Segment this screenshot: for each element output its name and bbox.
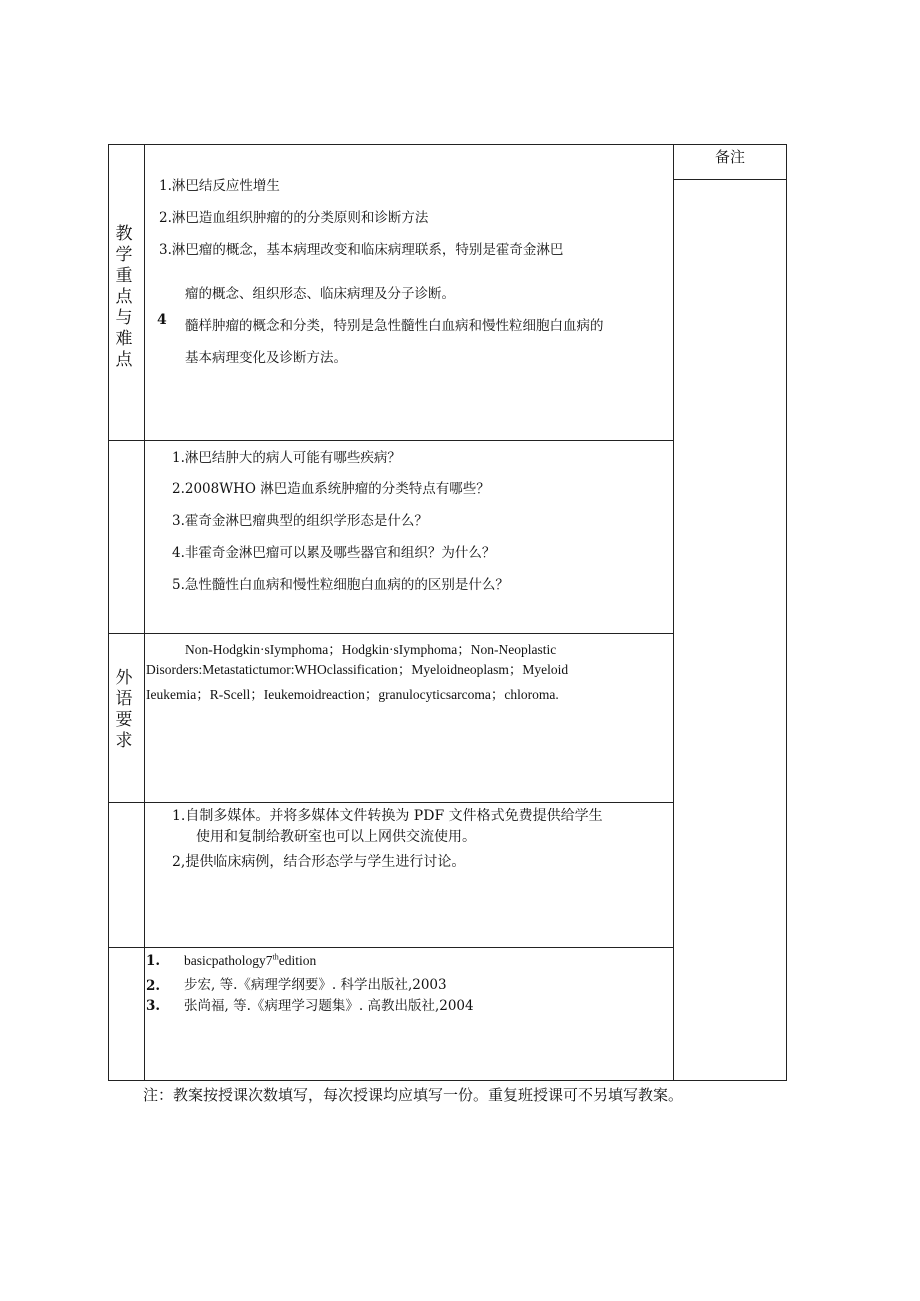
reference-1-text: basicpathology7thedition: [184, 952, 317, 968]
focus-item-4-line-1: 髓样肿瘤的概念和分类，特别是急性髓性白血病和慢性粒细胞白血病的: [185, 318, 604, 334]
question-4: 4.非霍奇金淋巴瘤可以累及哪些器官和组织？为什么？: [172, 545, 496, 561]
foreign-terms-line-3: Ieukemia；R-Scell；Ieukemoidreaction；granulocyticsarcoma；chloroma.: [146, 687, 559, 702]
question-3: 3.霍奇金淋巴瘤典型的组织学形态是什么？: [172, 513, 428, 529]
question-5: 5.急性髓性白血病和慢性粒细胞白血病的的区别是什么？: [172, 577, 509, 593]
focus-section-label: 教 学 重 点 与 难 点: [115, 224, 133, 370]
reference-1-number: 1.: [146, 953, 161, 969]
media-line-2: 使用和复制给教研室也可以上网供交流使用。: [196, 829, 476, 845]
focus-item-4-line-2: 基本病理变化及诊断方法。: [185, 350, 347, 366]
remarks-header: 备注: [715, 148, 746, 166]
focus-item-1: 1.淋巴结反应性增生: [159, 178, 280, 194]
question-2: 2.2008WHO 淋巴造血系统肿瘤的分类特点有哪些？: [172, 481, 490, 497]
foreign-terms-line-1: Non-Hodgkin·sIymphoma；Hodgkin·sIymphoma；Non-Neoplastic: [185, 642, 557, 657]
focus-item-3-continued: 瘤的概念、组织形态、临床病理及分子诊断。: [185, 286, 455, 302]
media-line-1: 1.自制多媒体。并将多媒体文件转换为 PDF 文件格式免费提供给学生: [172, 808, 603, 824]
focus-item-2: 2.淋巴造血组织肿瘤的的分类原则和诊断方法: [159, 210, 429, 226]
reference-2-number: 2.: [146, 978, 161, 994]
foreign-terms-line-2: Disorders:Metastatictumor:WHOclassification；Myeloidneoplasm；Myeloid: [146, 662, 569, 677]
foreign-section-label: 外 语 要 求: [115, 668, 133, 751]
question-1: 1.淋巴结肿大的病人可能有哪些疾病？: [172, 450, 401, 466]
reference-3-number: 3.: [146, 998, 161, 1014]
reference-2-text: 步宏, 等.《病理学纲要》. 科学出版社,2003: [184, 977, 447, 993]
reference-3-text: 张尚福, 等.《病理学习题集》. 高教出版社,2004: [184, 998, 474, 1014]
footnote: 注：教案按授课次数填写，每次授课均应填写一份。重复班授课可不另填写教案。: [143, 1086, 684, 1104]
focus-item-3: 3.淋巴瘤的概念，基本病理改变和临床病理联系，特别是霍奇金淋巴: [159, 242, 564, 258]
focus-item-4-number: 4: [157, 312, 167, 328]
media-line-3: 2,提供临床病例，结合形态学与学生进行讨论。: [172, 854, 466, 870]
